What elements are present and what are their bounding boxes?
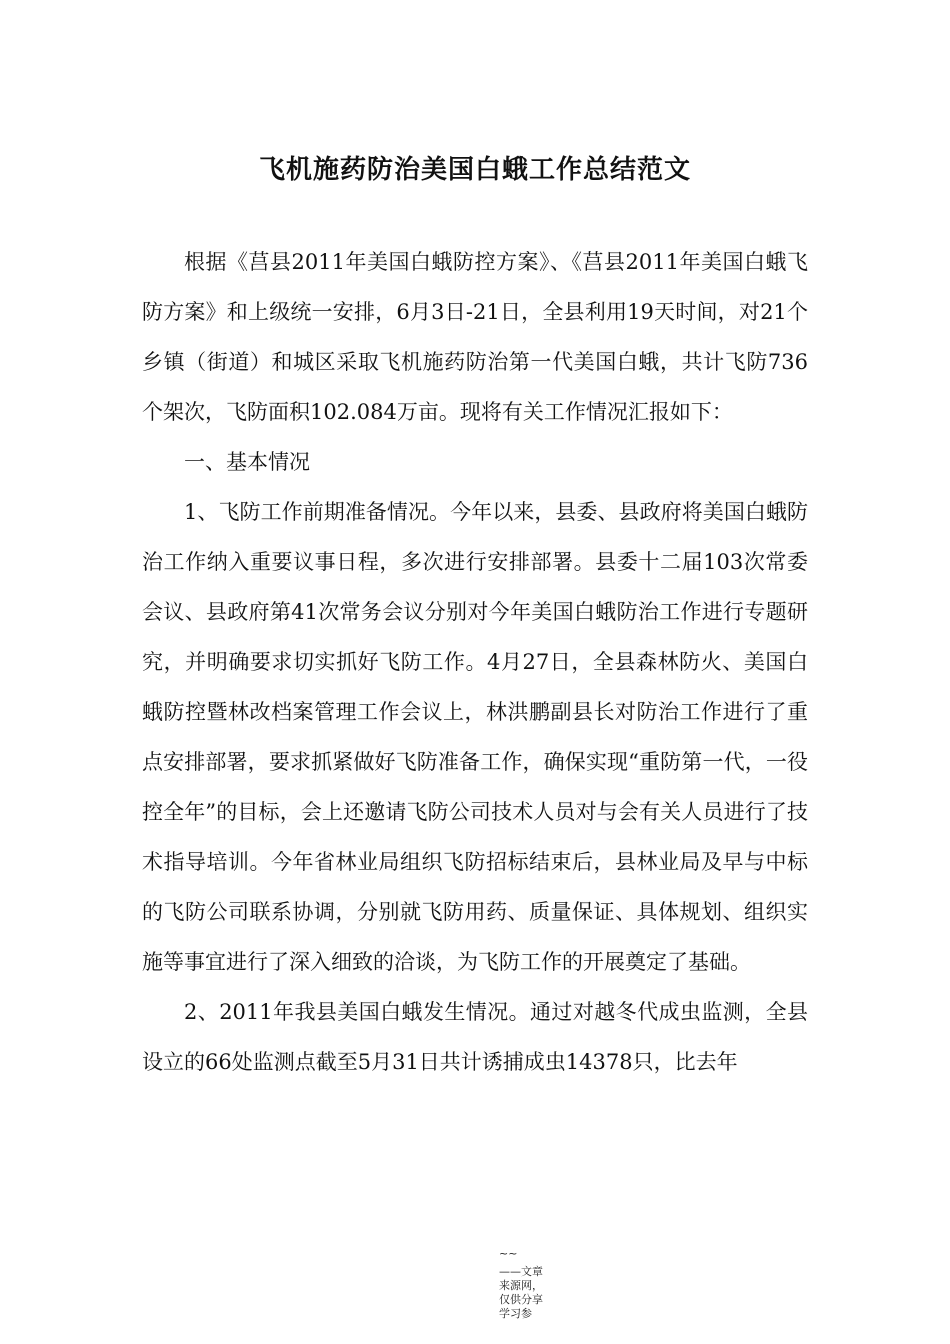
page-footer [499,1247,547,1321]
footer-source-note: ——文章来源网，仅供分享学习参 [499,1265,543,1320]
paragraph-preparation: 1、飞防工作前期准备情况。今年以来，县委、县政府将美国白蛾防治工作纳入重要议事日程，多次进行安排部署。县委十二届103次常委会议、县政府第41次常务会议分别对今年美国白蛾防治工作进行专题研究，并明确要求切实抓好飞防工作。4月27日，全县森林防火、美国白蛾防控暨林改档案管理工作会议上，林洪鹏副县长对防治工作进行了重点安排部署，要求抓紧做好飞防准备工作，确保实现“重防第一代，一役控全年”的目标，会上还邀请飞防公司技术人员对与会有关人员进行了技术指导培训。今年省林业局组织飞防招标结束后，县林业局及早与中标的飞防公司联系协调，分别就飞防用药、质量保证、具体规划、组织实施等事宜进行了深入细致的洽谈，为飞防工作的开展奠定了基础。 [142,500,808,974]
intro-paragraph: 根据《莒县2011年美国白蛾防控方案》、《莒县2011年美国白蛾飞防方案》和上级统一安排，6月3日-21日，全县利用19天时间，对21个乡镇（街道）和城区采取飞机施药防治第一代美国白蛾，共计飞防736个架次，飞防面积102.084万亩。现将有关工作情况汇报如下： [142,250,808,424]
section-heading-basic: 一、基本情况 [184,450,310,474]
document-title: 飞机施药防治美国白蛾工作总结范文 [258,155,691,185]
paragraph-occurrence: 2、2011年我县美国白蛾发生情况。通过对越冬代成虫监测，全县设立的66处监测点截至5月31日共计诱捕成虫14378只，比去年 [142,1000,808,1074]
document-body [142,237,808,1087]
footer-marker: ~~ [499,1247,518,1260]
